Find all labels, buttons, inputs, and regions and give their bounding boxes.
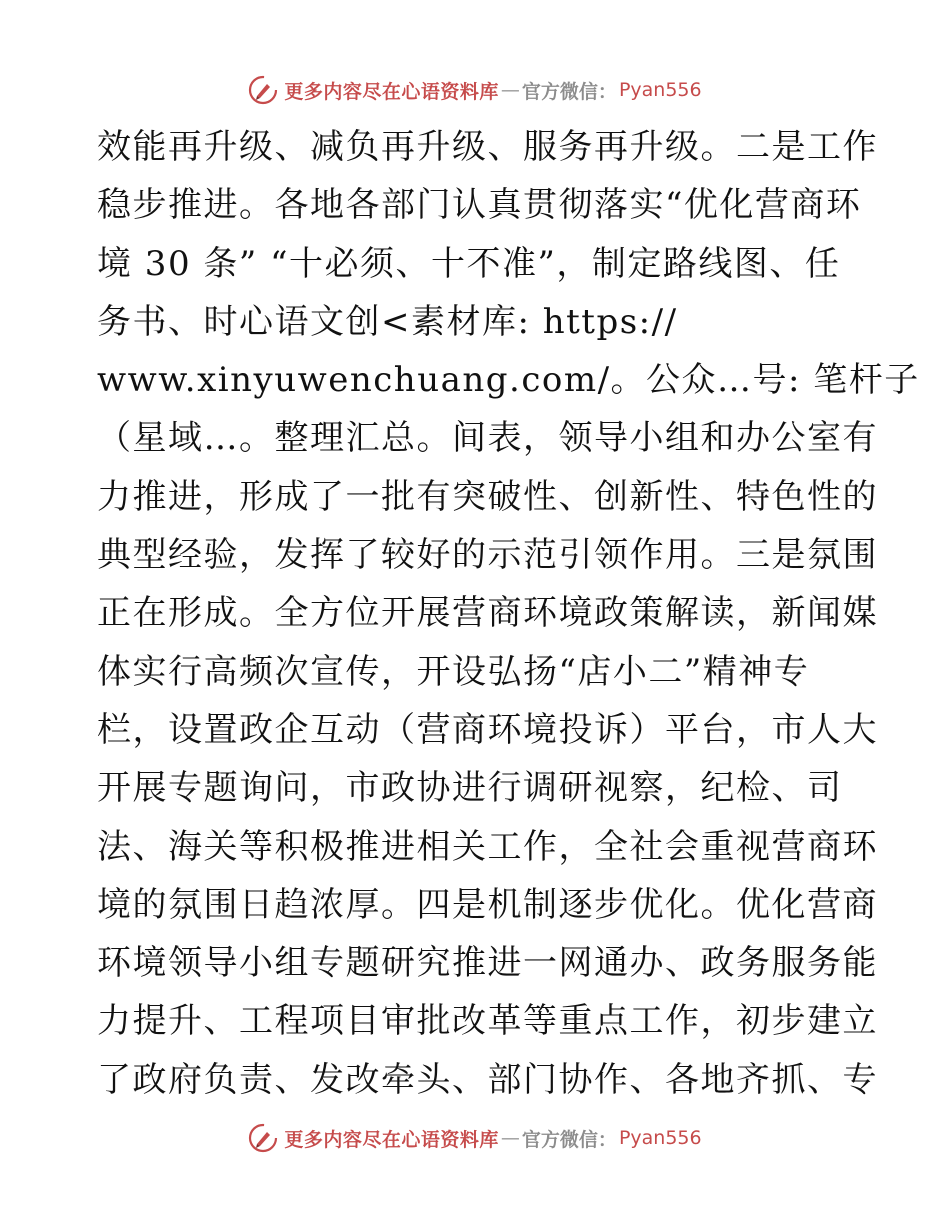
- text-line: 力提升、工程项目审批改革等重点工作，初步建立: [97, 1001, 878, 1042]
- text-line: 境 30 条” “十必须、十不准”，制定路线图、任: [97, 243, 841, 284]
- text-line: 开展专题询问，市政协进行调研视察，纪检、司: [97, 768, 843, 809]
- text-line: 体实行高频次宣传，开设弘扬“店小二”精神专: [97, 651, 810, 692]
- text-line: 环境领导小组专题研究推进一网通办、政务服务能: [97, 943, 878, 984]
- text-line: www.xinyuwenchuang.com/。公众…号: 笔杆子: [97, 360, 920, 401]
- pen-nib-logo-icon: [248, 75, 278, 105]
- text-line: 稳步推进。各地各部门认真贯彻落实“优化营商环: [97, 185, 862, 226]
- text-line: 力推进，形成了一批有突破性、创新性、特色性的: [97, 476, 878, 517]
- banner-separator: —: [500, 1127, 520, 1149]
- wechat-label: 官方微信：: [521, 80, 617, 103]
- text-line: 了政府负责、发改牵头、部门协作、各地齐抓、专: [97, 1059, 878, 1100]
- banner-slogan: 更多内容尽在心语资料库: [284, 80, 499, 103]
- text-line: 典型经验，发挥了较好的示范引领作用。三是氛围: [97, 535, 878, 576]
- text-line: 正在形成。全方位开展营商环境政策解读，新闻媒: [97, 593, 878, 634]
- header-banner: [0, 70, 950, 110]
- text-line: （星域…。整理汇总。间表，领导小组和办公室有: [97, 418, 878, 459]
- banner-slogan: 更多内容尽在心语资料库: [284, 1128, 499, 1151]
- document-body: [97, 118, 920, 1109]
- text-line: 栏，设置政企互动（营商环境投诉）平台，市人大: [97, 709, 878, 750]
- pen-nib-logo-icon: [248, 1123, 278, 1153]
- text-line: 境的氛围日趋浓厚。四是机制逐步优化。优化营商: [97, 884, 878, 925]
- wechat-id: Pyan556: [618, 79, 702, 101]
- wechat-label: 官方微信：: [521, 1128, 617, 1151]
- wechat-id: Pyan556: [618, 1127, 702, 1149]
- text-line: 法、海关等积极推进相关工作，全社会重视营商环: [97, 826, 878, 867]
- banner-separator: —: [500, 79, 520, 101]
- text-line: 务书、时心语文创<素材库: https://: [97, 301, 678, 342]
- footer-banner: [0, 1118, 950, 1158]
- text-line: 效能再升级、减负再升级、服务再升级。二是工作: [97, 127, 878, 167]
